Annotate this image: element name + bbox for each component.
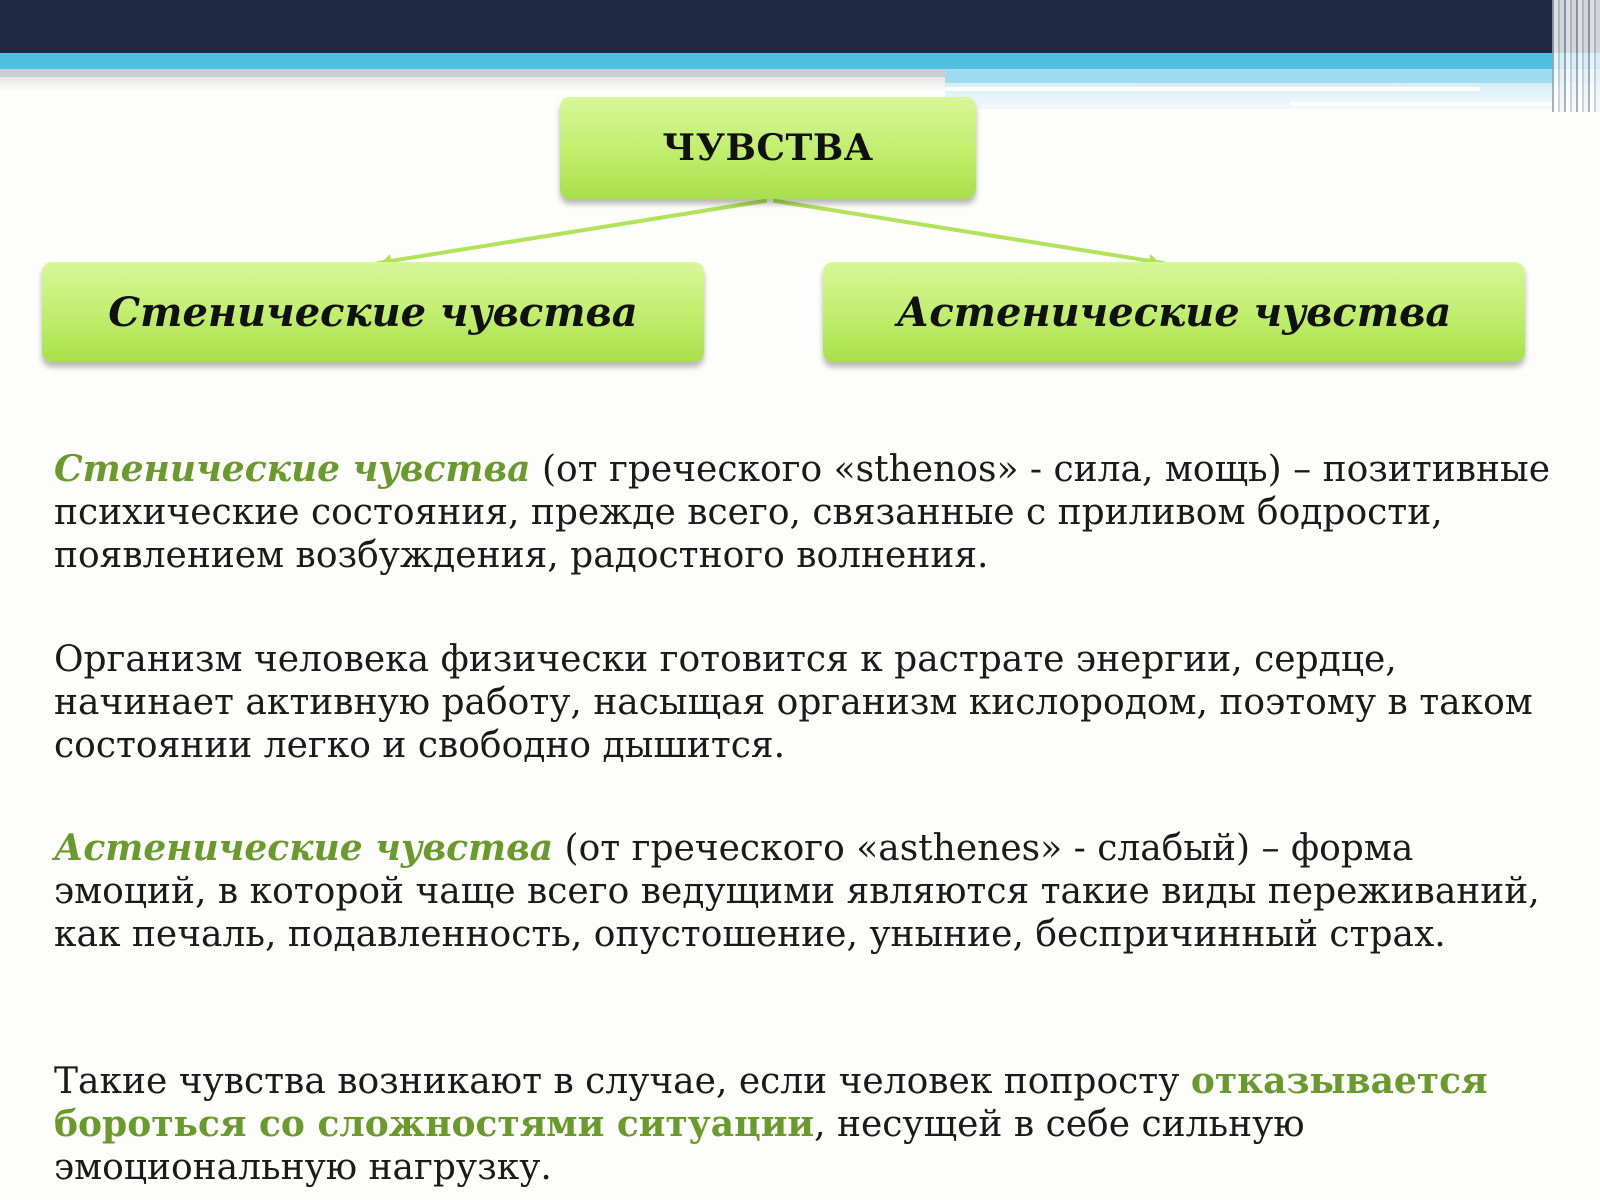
highlight-phrase: отказывается бороться со сложностями ситуации [54, 1060, 1488, 1145]
paragraph-asthenic-cause [54, 1060, 1574, 1189]
term-asthenic: Астенические чувства [54, 827, 554, 869]
paragraph-text: Такие чувства возникают в случае, если человек попросту [54, 1061, 1191, 1102]
term-sthenic: Стенические чувства [54, 448, 531, 490]
paragraph-text: , несущей в себе сильную эмоциональную нагрузку. [54, 1104, 1305, 1188]
diagram-right-box [823, 262, 1525, 362]
paragraph-sthenic-physiology [54, 638, 1574, 767]
paragraph-text: (от греческого «asthenes» - слабый) – форма эмоций, в которой чаще всего ведущими являются такие виды переживаний, как печаль, подавленность, опустошение, уныние, беспричинный страх. [54, 828, 1540, 955]
paragraph-sthenic-definition [54, 448, 1574, 577]
connector-left [378, 201, 765, 263]
diagram-right-label: Астенические чувства [896, 288, 1452, 336]
paragraph-text: Организм человека физически готовится к растрате энергии, сердце, начинает активную работу, насыщая организм кислородом, поэтому в таком состоянии легко и свободно дышится. [54, 639, 1533, 766]
paragraph-asthenic-definition [54, 827, 1574, 956]
diagram-left-box [42, 262, 704, 362]
connector-right [775, 201, 1163, 263]
paragraph-text: (от греческого «sthenos» - сила, мощь) – позитивные психические состояния, прежде всего, связанные с приливом бодрости, появлением возбуждения, радостного волнения. [54, 449, 1550, 576]
diagram-root-label: ЧУВСТВА [662, 127, 874, 169]
diagram-root-box [560, 97, 976, 199]
diagram-left-label: Стенические чувства [108, 288, 638, 336]
